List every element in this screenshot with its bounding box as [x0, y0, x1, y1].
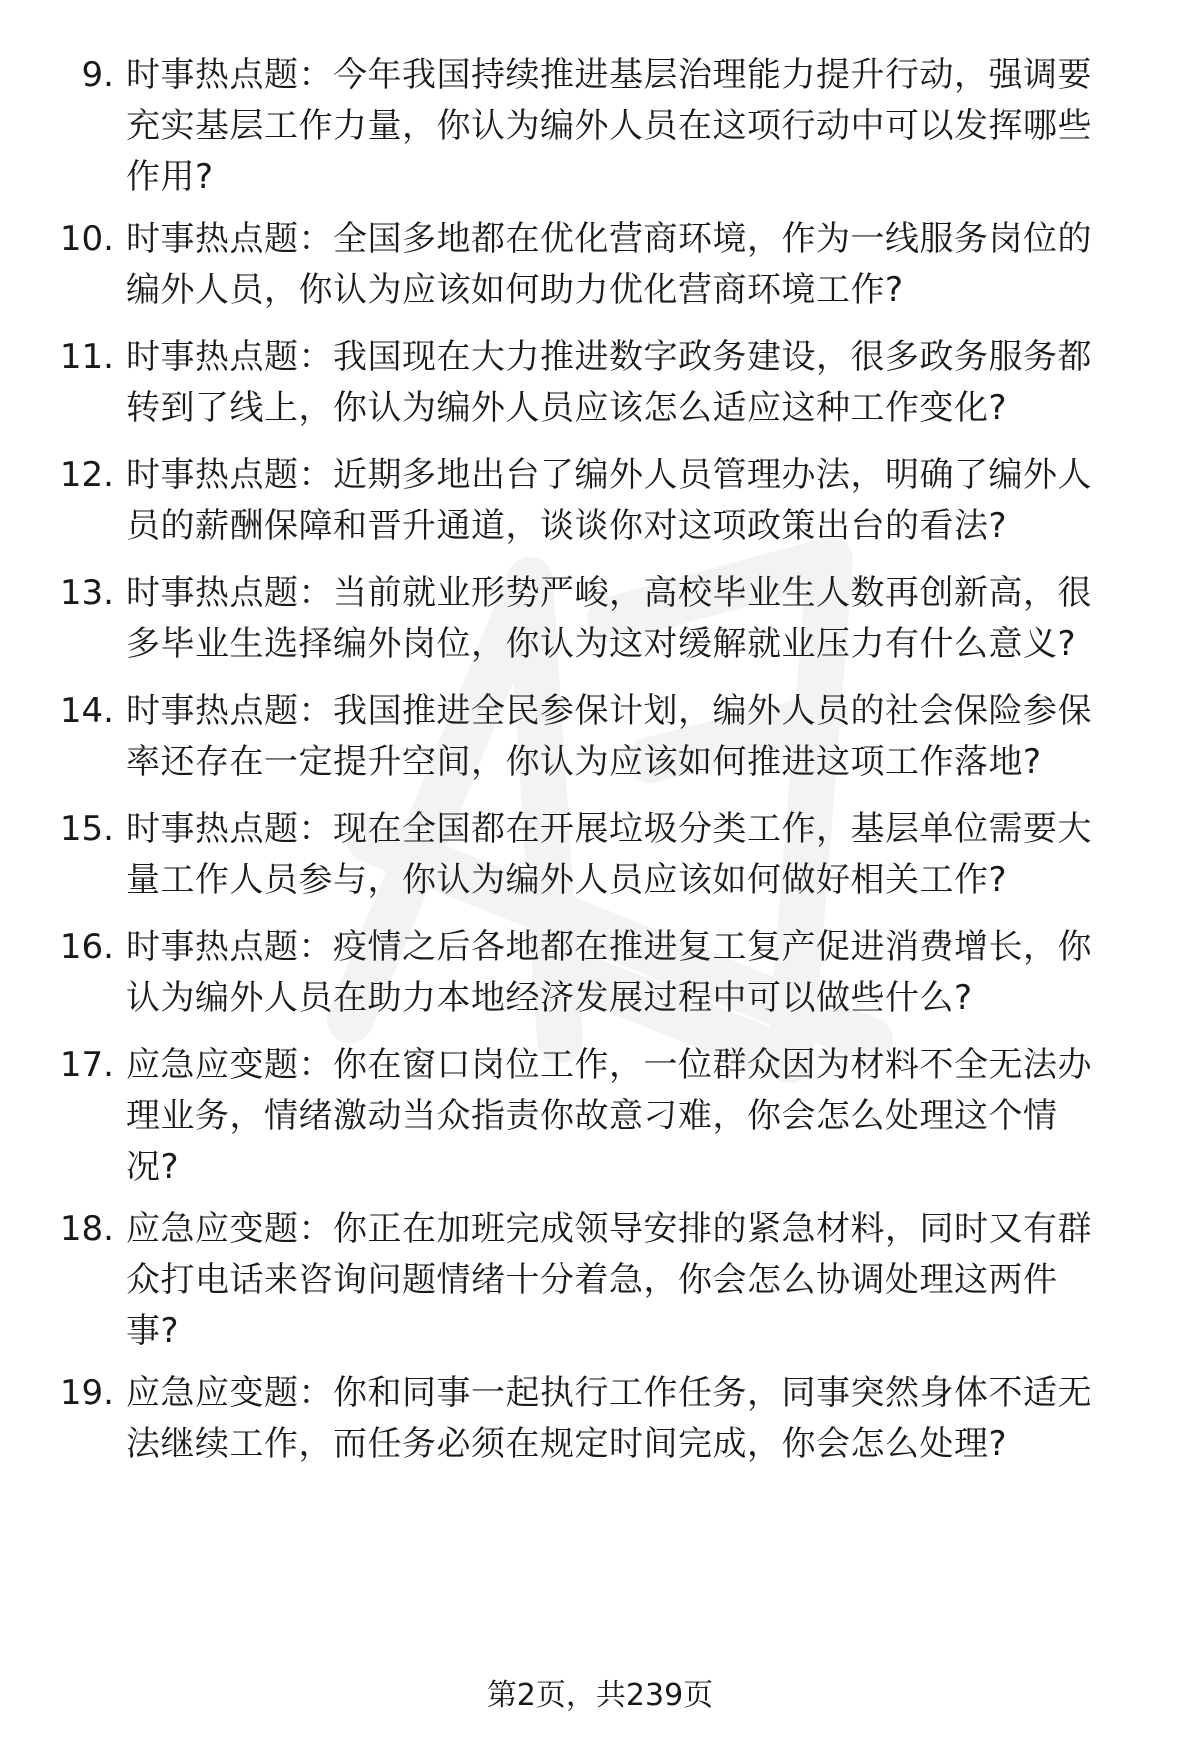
list-item: [0, 1040, 1200, 1187]
question-number: 10.: [59, 219, 114, 259]
question-text: 时事热点题：近期多地出台了编外人员管理办法，明确了编外人 员的薪酬保障和晋升通道，谈谈你对这项政策出台的看法?: [126, 455, 1092, 546]
list-item: [0, 1204, 1200, 1351]
question-text: 应急应变题：你和同事一起执行工作任务，同事突然身体不适无 法继续工作，而任务必须在规定时间完成，你会怎么处理?: [126, 1373, 1092, 1464]
question-text: 应急应变题：你正在加班完成领导安排的紧急材料，同时又有群 众打电话来咨询问题情绪十分着急，你会怎么协调处理这两件 事?: [126, 1209, 1092, 1351]
question-number: 13.: [59, 573, 114, 613]
page-number: 第2页，共239页: [486, 1678, 714, 1713]
question-number: 14.: [59, 691, 114, 731]
question-text: 时事热点题：疫情之后各地都在推进复工复产促进消费增长，你 认为编外人员在助力本地经济发展过程中可以做些什么?: [126, 927, 1092, 1018]
question-number: 18.: [59, 1209, 114, 1249]
list-item: [0, 1368, 1200, 1508]
question-number: 11.: [59, 337, 114, 377]
question-text: 时事热点题：我国推进全民参保计划，编外人员的社会保险参保 率还存在一定提升空间，你认为应该如何推进这项工作落地?: [126, 691, 1092, 782]
question-number: 15.: [59, 809, 114, 849]
question-number: 16.: [59, 927, 114, 967]
question-text: 应急应变题：你在窗口岗位工作，一位群众因为材料不全无法办 理业务，情绪激动当众指责你故意刁难，你会怎么处理这个情 况?: [126, 1045, 1092, 1187]
question-number: 12.: [59, 455, 114, 495]
question-text: 时事热点题：当前就业形势严峻，高校毕业生人数再创新高，很 多毕业生选择编外岗位，你认为这对缓解就业压力有什么意义?: [126, 573, 1092, 664]
list-item: [0, 50, 1200, 197]
question-text: 时事热点题：今年我国持续推进基层治理能力提升行动，强调要 充实基层工作力量，你认为编外人员在这项行动中可以发挥哪些 作用?: [126, 55, 1092, 197]
question-number: 17.: [59, 1045, 114, 1085]
question-number: 9.: [81, 55, 114, 95]
question-text: 时事热点题：全国多地都在优化营商环境，作为一线服务岗位的 编外人员，你认为应该如何助力优化营商环境工作?: [126, 219, 1092, 310]
question-text: 时事热点题：我国现在大力推进数字政务建设，很多政务服务都 转到了线上，你认为编外人员应该怎么适应这种工作变化?: [126, 337, 1092, 428]
question-number: 19.: [59, 1373, 114, 1413]
question-text: 时事热点题：现在全国都在开展垃圾分类工作，基层单位需要大 量工作人员参与，你认为编外人员应该如何做好相关工作?: [126, 809, 1092, 900]
